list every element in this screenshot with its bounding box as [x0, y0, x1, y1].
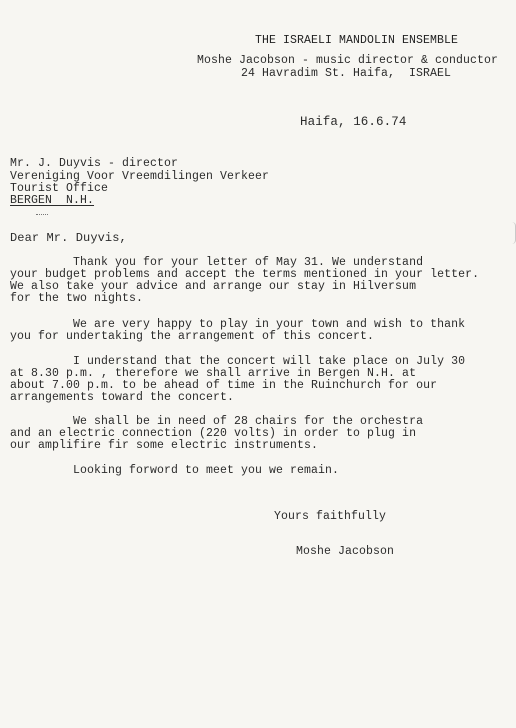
body-p3-line-3: about 7.00 p.m. to be ahead of time in the Ruinchurch for our — [10, 379, 438, 392]
letterhead-org: THE ISRAELI MANDOLIN ENSEMBLE — [255, 34, 459, 47]
salutation: Dear Mr. Duyvis, — [10, 231, 127, 245]
body-p1-line-4: for the two nights. — [10, 292, 144, 305]
body-p2-line-2: you for undertaking the arrangement of this concert. — [10, 330, 375, 343]
recipient-line-4: BERGEN N.H. — [10, 194, 95, 207]
body-p4-line-3: our amplifire fir some electric instruments. — [10, 439, 319, 452]
body-p1-line-1: Thank you for your letter of May 31. We understand — [10, 256, 424, 269]
letterhead-person: Moshe Jacobson - music director & conductor — [197, 54, 499, 67]
signature: Moshe Jacobson — [296, 545, 395, 558]
body-p3-line-2: at 8.30 p.m. , therefore we shall arrive in Bergen N.H. at — [10, 367, 417, 380]
body-p5-line-1: Looking forword to meet you we remain. — [10, 464, 340, 477]
body-p4-line-1: We shall be in need of 28 chairs for the orchestra — [10, 415, 424, 428]
ink-mark — [36, 210, 48, 215]
body-p3-line-1: I understand that the concert will take place on July 30 — [10, 355, 466, 368]
recipient-line-3: Tourist Office — [10, 182, 109, 195]
paper-edge-mark — [512, 222, 516, 244]
body-p3-line-4: arrangements toward the concert. — [10, 391, 235, 404]
recipient-line-1: Mr. J. Duyvis - director — [10, 157, 179, 170]
body-p1-line-3: We also take your advice and arrange our stay in Hilversum — [10, 280, 417, 293]
closing: Yours faithfully — [274, 510, 387, 523]
body-p2-line-1: We are very happy to play in your town and wish to thank — [10, 318, 466, 331]
body-p1-line-2: your budget problems and accept the terms mentioned in your letter. — [10, 268, 480, 281]
body-p4-line-2: and an electric connection (220 volts) in order to plug in — [10, 427, 417, 440]
recipient-line-2: Vereniging Voor Vreemdilingen Verkeer — [10, 170, 270, 183]
date-line: Haifa, 16.6.74 — [300, 115, 407, 129]
letterhead-address: 24 Havradim St. Haifa, ISRAEL — [241, 67, 452, 80]
